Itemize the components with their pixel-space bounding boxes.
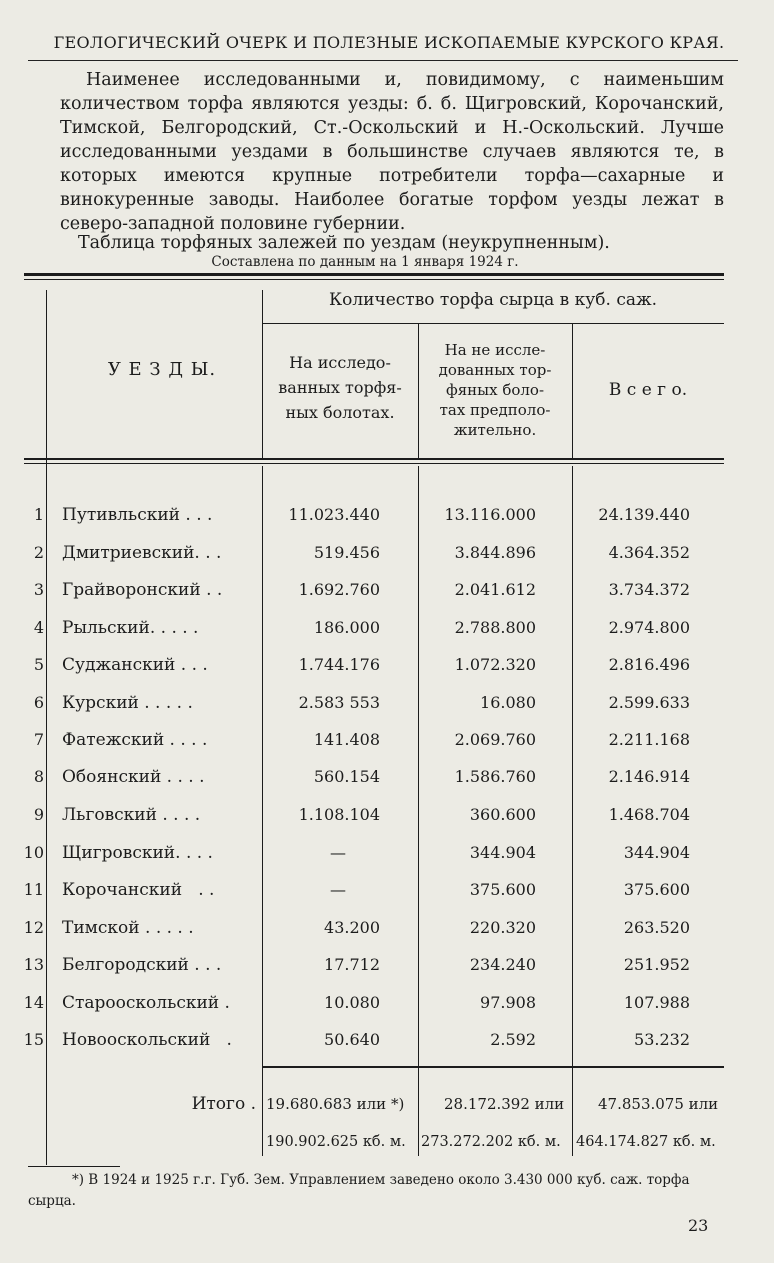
value-investigated: 43.200: [324, 918, 380, 937]
table-subcaption: Составлена по данным на 1 января 1924 г.: [211, 254, 519, 270]
footnote: *) В 1924 и 1925 г.г. Губ. Зем. Управлением заведено около 3.430 000 куб. саж. торфа сырца.: [28, 1172, 690, 1209]
footnote-rule: [28, 1166, 120, 1167]
value-uninvestigated: 2.041.612: [454, 580, 536, 599]
row-number: 8: [33, 767, 44, 786]
row-number: 4: [33, 618, 44, 637]
uezd-name: Путивльский . . .: [62, 505, 213, 525]
table-top-rule: [24, 273, 724, 276]
value-investigated: 11.023.440: [288, 505, 380, 524]
value-investigated: 186.000: [313, 618, 380, 637]
row-number: 13: [23, 955, 44, 974]
row-number: 1: [33, 505, 44, 524]
value-investigated: 10.080: [324, 993, 380, 1012]
value-total: 53.232: [634, 1030, 690, 1049]
intro-paragraph: Наименее исследованными и, повидимому, с наименьшим количеством торфа являются уезды: б. б. Щигровский, Корочанский, Тимской, Белгородский, Ст.-Оскольский и Н.-Оскольский. Лучше исследованными уездами в большинстве случаев являются те, в которых имеются крупные потребители торфа—сахарные и винокуренные заводы. Наиболее богатые торфом уезды лежат в северо-западной половине губернии.: [60, 70, 724, 234]
total-investigated-sazhen: 19.680.683 или *): [266, 1095, 405, 1113]
value-uninvestigated: 2.592: [490, 1030, 536, 1049]
value-uninvestigated: 16.080: [480, 693, 536, 712]
value-uninvestigated: 3.844.896: [454, 543, 536, 562]
uezd-name: Новооскольский .: [62, 1030, 232, 1050]
row-number: 11: [23, 880, 44, 899]
column-header-investigated: На исследо- ванных торфя- ных болотах.: [278, 353, 402, 422]
row-number: 6: [33, 693, 44, 712]
row-number: 5: [33, 655, 44, 674]
value-total: 2.146.914: [608, 767, 690, 786]
value-investigated: 17.712: [324, 955, 380, 974]
value-total: 344.904: [623, 843, 690, 862]
value-uninvestigated: 97.908: [480, 993, 536, 1012]
left-vertical-rule: [46, 290, 47, 1165]
uezd-name: Старооскольский .: [62, 993, 230, 1013]
value-total: 263.520: [623, 918, 690, 937]
uezd-name: Льговский . . . .: [62, 805, 201, 825]
value-uninvestigated: 220.320: [469, 918, 536, 937]
value-investigated: 2.583 553: [298, 693, 380, 712]
uezd-name: Белгородский . . .: [62, 955, 222, 975]
running-header: ГЕОЛОГИЧЕСКИЙ ОЧЕРК И ПОЛЕЗНЫЕ ИСКОПАЕМЫЕ КУРСКОГО КРАЯ.: [53, 33, 725, 52]
value-uninvestigated: 234.240: [469, 955, 536, 974]
row-number: 15: [23, 1030, 44, 1049]
value-investigated: 141.408: [313, 730, 380, 749]
header-bottom-rule: [24, 458, 724, 460]
value-uninvestigated: 375.600: [469, 880, 536, 899]
row-number: 9: [33, 805, 44, 824]
row-number: 3: [33, 580, 44, 599]
row-number: 7: [33, 730, 44, 749]
total-uninvestigated-sazhen: 28.172.392 или: [444, 1095, 565, 1113]
uezd-name: Фатежский . . . .: [62, 730, 208, 750]
column-header-group: Количество торфа сырца в куб. саж.: [328, 290, 658, 310]
value-uninvestigated: 1.586.760: [454, 767, 536, 786]
column-header-total: В с е г о.: [608, 380, 688, 400]
value-total: 24.139.440: [598, 505, 690, 524]
uezd-name: Корочанский . .: [62, 880, 215, 900]
total-all-sazhen: 47.853.075 или: [598, 1095, 719, 1113]
value-investigated: —: [330, 880, 346, 899]
total-label: Итого .: [191, 1094, 256, 1114]
uezd-name: Рыльский. . . . .: [62, 618, 199, 638]
value-uninvestigated: 360.600: [469, 805, 536, 824]
value-total: 3.734.372: [608, 580, 690, 599]
uezd-name: Щигровский. . . .: [62, 843, 213, 863]
value-investigated: 560.154: [313, 767, 380, 786]
page-number: 23: [688, 1216, 709, 1235]
value-investigated: 50.640: [324, 1030, 380, 1049]
table-top-rule-thin: [24, 279, 724, 280]
group-header-rule: [262, 323, 724, 324]
value-total: 2.599.633: [608, 693, 690, 712]
uezd-name: Тимской . . . . .: [62, 918, 194, 938]
total-uninvestigated-m3: 273.272.202 кб. м.: [421, 1134, 561, 1150]
column-header-uezd: У Е З Д Ы.: [107, 359, 217, 380]
row-number: 12: [23, 918, 44, 937]
column-header-uninvestigated: На не иссле- дованных тор- фяных боло- тах предполо- жительно.: [438, 341, 552, 439]
row-number: 10: [23, 843, 44, 862]
header-rule: [28, 60, 738, 61]
value-total: 107.988: [623, 993, 690, 1012]
value-total: 2.816.496: [608, 655, 690, 674]
uezd-name: Дмитриевский. . .: [62, 543, 222, 563]
value-total: 2.211.168: [608, 730, 690, 749]
value-uninvestigated: 2.069.760: [454, 730, 536, 749]
total-investigated-m3: 190.902.625 кб. м.: [266, 1134, 406, 1150]
value-investigated: —: [330, 843, 346, 862]
value-uninvestigated: 2.788.800: [454, 618, 536, 637]
value-total: 4.364.352: [608, 543, 690, 562]
value-uninvestigated: 344.904: [469, 843, 536, 862]
row-number: 14: [23, 993, 44, 1012]
value-total: 375.600: [623, 880, 690, 899]
value-investigated: 519.456: [313, 543, 380, 562]
header-bottom-rule-thin: [24, 463, 724, 464]
value-investigated: 1.692.760: [298, 580, 380, 599]
value-total: 251.952: [623, 955, 690, 974]
uezd-name: Курский . . . . .: [62, 693, 193, 713]
value-total: 1.468.704: [608, 805, 690, 824]
uezd-name: Грайворонский . .: [62, 580, 223, 600]
row-number: 2: [33, 543, 44, 562]
value-total: 2.974.800: [608, 618, 690, 637]
value-uninvestigated: 1.072.320: [454, 655, 536, 674]
value-investigated: 1.744.176: [298, 655, 380, 674]
uezd-name: Суджанский . . .: [62, 655, 208, 675]
uezd-name: Обоянский . . . .: [62, 767, 205, 787]
total-all-m3: 464.174.827 кб. м.: [576, 1134, 716, 1150]
value-uninvestigated: 13.116.000: [444, 505, 536, 524]
value-investigated: 1.108.104: [298, 805, 380, 824]
totals-rule: [262, 1066, 724, 1068]
table-caption: Таблица торфяных залежей по уездам (неукрупненным).: [78, 233, 610, 253]
